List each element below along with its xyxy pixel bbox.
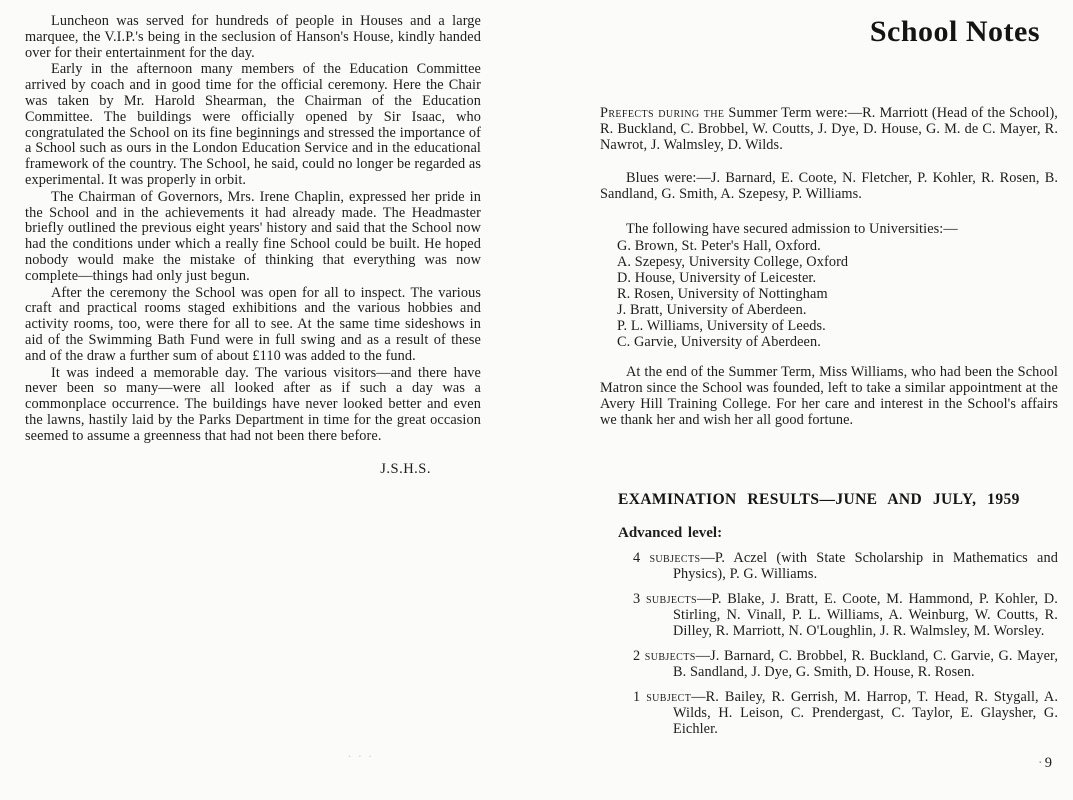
advanced-level-heading: Advanced level: <box>618 525 723 542</box>
university-line: D. House, University of Leicester. <box>617 270 817 287</box>
page-number-value: 9 <box>1044 755 1052 771</box>
exam-results-list <box>600 551 1058 737</box>
result-label: subjects <box>644 647 696 664</box>
result-names: —R. Bailey, R. Gerrish, M. Harrop, T. Head, R. Stygall, A. Wilds, H. Leison, C. Prendergast, C. Taylor, E. Glaysher, G. Eichler. <box>673 688 1058 737</box>
paragraph: Luncheon was served for hundreds of people in Houses and a large marquee, the V.I.P.'s being in the seclusion of Hanson's House, kindly handed over for their entertainment for the day. <box>25 13 481 61</box>
result-names: —J. Barnard, C. Brobbel, R. Buckland, C. Garvie, G. Mayer, B. Sandland, J. Dye, G. Smith, D. House, R. Rosen. <box>673 647 1058 680</box>
page-number <box>1022 755 1052 772</box>
result-count: 2 <box>633 647 645 664</box>
left-page <box>25 14 481 478</box>
result-count: 3 <box>633 591 646 608</box>
paragraph: It was indeed a memorable day. The various visitors—and there have never been so many—were all looked after as if such a day was a commonplace occurrence. The buildings have never looked better and even the lawns, hastily laid by the Parks Department in time for the great occasion seemed to assume a greenness that had not been there before. <box>25 364 481 444</box>
paragraph: Early in the afternoon many members of the Education Committee arrived by coach and in good time for the official ceremony. Here the Chair was taken by Mr. Harold Shearman, the Chairman of the Education Committee. The buildings were officially opened by Sir Isaac, who congratulated the School on its fine beginnings and stressed the importance of a School such as ours in the London Education Service and in the educational framework of the country. The School, he said, could no longer be regarded as experimental. It was properly in orbit. <box>25 61 481 188</box>
university-line: J. Bratt, University of Aberdeen. <box>617 302 807 319</box>
result-count: 1 <box>633 688 647 705</box>
signature: J.S.H.S. <box>380 460 431 477</box>
result-item <box>633 592 1058 640</box>
result-count: 4 <box>633 550 650 567</box>
matron-paragraph: At the end of the Summer Term, Miss Williams, who had been the School Matron since the School was founded, left to take a similar appointment at the Avery Hill Training College. For her care and interest in the School's affairs we thank her and wish her all good fortune. <box>600 363 1058 428</box>
scan-artifact: ... <box>348 745 379 760</box>
exam-results-heading: EXAMINATION RESULTS—JUNE AND JULY, 1959 <box>618 491 1020 509</box>
universities-intro: The following have secured admission to Universities:— <box>626 220 958 237</box>
result-item <box>633 690 1058 738</box>
page-number-artifact: · <box>1037 755 1043 771</box>
result-item <box>633 649 1058 681</box>
paragraph: The Chairman of Governors, Mrs. Irene Chaplin, expressed her pride in the School and in the achievements it had already made. The Headmaster briefly outlined the previous eight years' history and said that the School now had the conditions under which a really fine School could be built. He hoped nobody would make the mistake of thinking that everything was now complete—things had only just begun. <box>25 188 481 284</box>
university-line: C. Garvie, University of Aberdeen. <box>617 333 821 350</box>
left-column <box>25 14 481 445</box>
university-list <box>600 239 1058 350</box>
university-line: P. L. Williams, University of Leeds. <box>617 317 826 334</box>
result-label: subjects <box>645 591 697 608</box>
result-label: subjects <box>649 550 701 567</box>
prefects-lead: Prefects during the <box>600 105 725 121</box>
university-line: R. Rosen, University of Nottingham <box>617 286 828 303</box>
right-page <box>600 14 1058 746</box>
prefects-names: Summer Term were:—R. Marriott (Head of the School), R. Buckland, C. Brobbel, W. Coutts, J. Dye, D. House, G. M. de C. Mayer, R. Nawrot, J. Walmsley, D. Wilds. <box>600 105 1058 153</box>
prefects-paragraph <box>600 106 1058 154</box>
result-names: —P. Blake, J. Bratt, E. Coote, M. Hammond, P. Kohler, D. Stirling, N. Vinall, P. L. Williams, A. Weinburg, W. Coutts, R. Dilley, R. Marriott, N. O'Loughlin, J. R. Walmsley, M. Worsley. <box>673 591 1058 640</box>
result-names: —P. Aczel (with State Scholarship in Mathematics and Physics), P. G. Williams. <box>673 550 1058 583</box>
result-label: subject <box>646 688 692 705</box>
paragraph: After the ceremony the School was open for all to inspect. The various craft and practical rooms staged exhibitions and the various hobbies and activity rooms, too, were there for all to see. At the same time sideshows in aid of the Swimming Bath Fund were in full swing and as a result of these and of the draw a further sum of about £110 was added to the fund. <box>25 284 481 364</box>
result-item <box>633 551 1058 583</box>
university-line: A. Szepesy, University College, Oxford <box>617 254 849 271</box>
university-line: G. Brown, St. Peter's Hall, Oxford. <box>617 238 821 255</box>
page-title: School Notes <box>869 15 1040 48</box>
blues-paragraph: Blues were:—J. Barnard, E. Coote, N. Fletcher, P. Kohler, R. Rosen, B. Sandland, G. Smith, A. Szepesy, P. Williams. <box>600 169 1058 202</box>
